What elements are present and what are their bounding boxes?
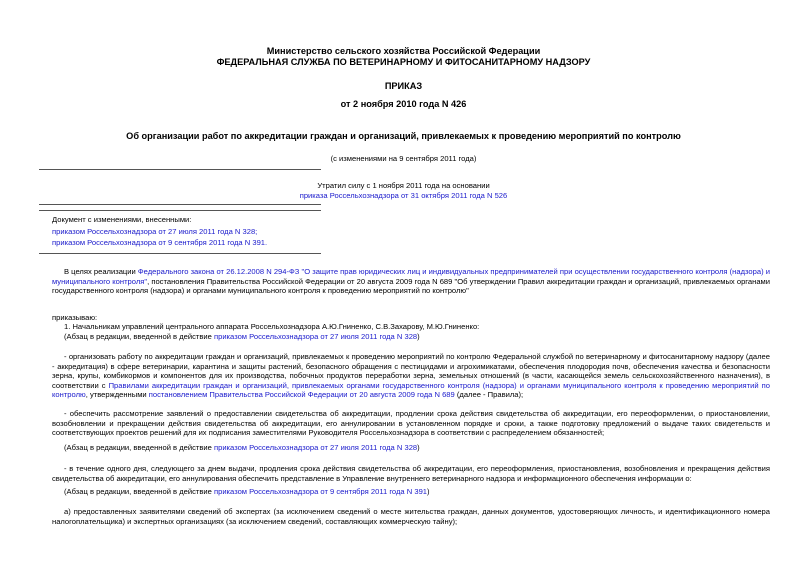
item-1: 1. Начальникам управлений центрального аппарата Россельхознадзора А.Ю.Гниненко, С.В.Захарову, М.Ю.Гниненко: (64, 322, 480, 331)
ministry-heading: Министерство сельского хозяйства Российской Федерации (266, 46, 541, 56)
edit-note-2: (Абзац в редакции, введенной в действие приказом Россельхознадзора от 27 июля 2011 года N 328) (64, 443, 420, 452)
paragraph-preamble: В целях реализации Федерального закона от 26.12.2008 N 294-ФЗ "О защите прав юридических лиц и индивидуальных предпринимателей при осуществлении государственного контроля (надзора) и муниципального контроля", постановления Правительства Российской Федерации от 20 августа 2009 года N 689 "Об утверждении Правил аккредитации граждан и организаций, привлекаемых органами государственного контроля (надзора) и органами муниципального контроля к проведению мероприятий по контролю" (52, 267, 770, 296)
order-word: приказываю: (52, 313, 98, 322)
separator-rule (39, 253, 321, 254)
void-notice-link[interactable]: приказа Россельхознадзора от 31 октября 2011 года N 526 (299, 191, 508, 200)
rules-link[interactable]: Правилами аккредитации граждан и организаций, привлекаемых органами государственного контроля (надзора) и органами муниципального контроля к проведению мероприятий по контролю (52, 380, 770, 400)
change-link-2[interactable]: приказом Россельхознадзора от 9 сентября 2011 года N 391. (52, 238, 268, 247)
paragraph-ensure: - обеспечить рассмотрение заявлений о предоставлении свидетельства об аккредитации, продлении срока действия свидетельства об аккредитации, его переоформлении, о приостановлении, возобновлении и прекращении действия свидетельства об аккредитации, его аннулировании в установленном порядке и сроки, а также подготовку предложений о выдаче таких свидетельств и соответствующих проектов решений для их подписания заместителями Руководителя Россельхознадзора в соответствии с распределением обязанностей; (52, 409, 770, 438)
edit-note-1: (Абзац в редакции, введенной в действие приказом Россельхознадзора от 27 июля 2011 года N 328) (64, 332, 420, 341)
edit-link-3[interactable]: приказом Россельхознадзора от 9 сентября 2011 года N 391 (213, 487, 428, 496)
resolution-link[interactable]: постановлением Правительства Российской Федерации от 20 августа 2009 года N 689 (148, 390, 455, 400)
void-notice-text: Утратил силу с 1 ноября 2011 года на основании (317, 181, 490, 190)
edit-link-2[interactable]: приказом Россельхознадзора от 27 июля 2011 года N 328 (213, 443, 418, 452)
separator-rule (39, 204, 321, 205)
amended-note: (с изменениями на 9 сентября 2011 года) (330, 154, 477, 163)
paragraph-a: а) предоставленных заявителями сведений об экспертах (за исключением сведений о месте жительства граждан, данных документов, удостоверяющих личность, и идентификационного номера налогоплательщика) и экспертных организациях (за исключением сведений, составляющих коммерческую тайну); (52, 507, 770, 526)
doc-date-heading: от 2 ноября 2010 года N 426 (340, 99, 467, 109)
changes-label: Документ с изменениями, внесенными: (52, 215, 192, 224)
separator-rule (39, 169, 321, 170)
paragraph-organize: - организовать работу по аккредитации граждан и организаций, привлекаемых к проведению мероприятий по контролю Федеральной службой по ветеринарному и фитосанитарному надзору (далее - аккредитация) в сфере ветеринарии, карантина и защиты растений, безопасного обращения с пестицидами и агрохимикатами, обеспечения плодородия почв, обеспечения качества и безопасности зерна, крупы, комбикормов и компонентов для их производства, побочных продуктов переработки зерна, земельных отношений (в части, касающейся земель сельскохозяйственного назначения), в соответствии с Правилами аккредитации граждан и организаций, привлекаемых органами государственного контроля (надзора) и органами муниципального контроля к проведению мероприятий по контролю, утвержденными постановлением Правительства Российской Федерации от 20 августа 2009 года N 689 (далее - Правила); (52, 352, 770, 400)
edit-note-3: (Абзац в редакции, введенной в действие приказом Россельхознадзора от 9 сентября 2011 года N 391) (64, 487, 430, 496)
service-heading: ФЕДЕРАЛЬНАЯ СЛУЖБА ПО ВЕТЕРИНАРНОМУ И ФИТОСАНИТАРНОМУ НАДЗОРУ (216, 57, 591, 67)
federal-law-link[interactable]: Федерального закона от 26.12.2008 N 294-ФЗ "О защите прав юридических лиц и индивидуальных предпринимателей при осуществлении государственного контроля (надзора) и муниципального контроля" (52, 267, 770, 286)
paragraph-within-day: - в течение одного дня, следующего за днем выдачи, продления срока действия свидетельства об аккредитации, его переоформления, приостановления, возобновления и прекращения действия свидетельства об аккредитации, его аннулирования обеспечить представление в Управление внутреннего ветеринарного надзора и информационного обеспечения информации о: (52, 464, 770, 483)
edit-link-1[interactable]: приказом Россельхознадзора от 27 июля 2011 года N 328 (213, 332, 418, 341)
doc-title-heading: Об организации работ по аккредитации граждан и организаций, привлекаемых к проведению мероприятий по контролю (126, 131, 681, 141)
change-link-1[interactable]: приказом Россельхознадзора от 27 июля 2011 года N 328; (52, 227, 258, 236)
doc-type-heading: ПРИКАЗ (384, 81, 423, 91)
separator-rule (39, 210, 321, 211)
